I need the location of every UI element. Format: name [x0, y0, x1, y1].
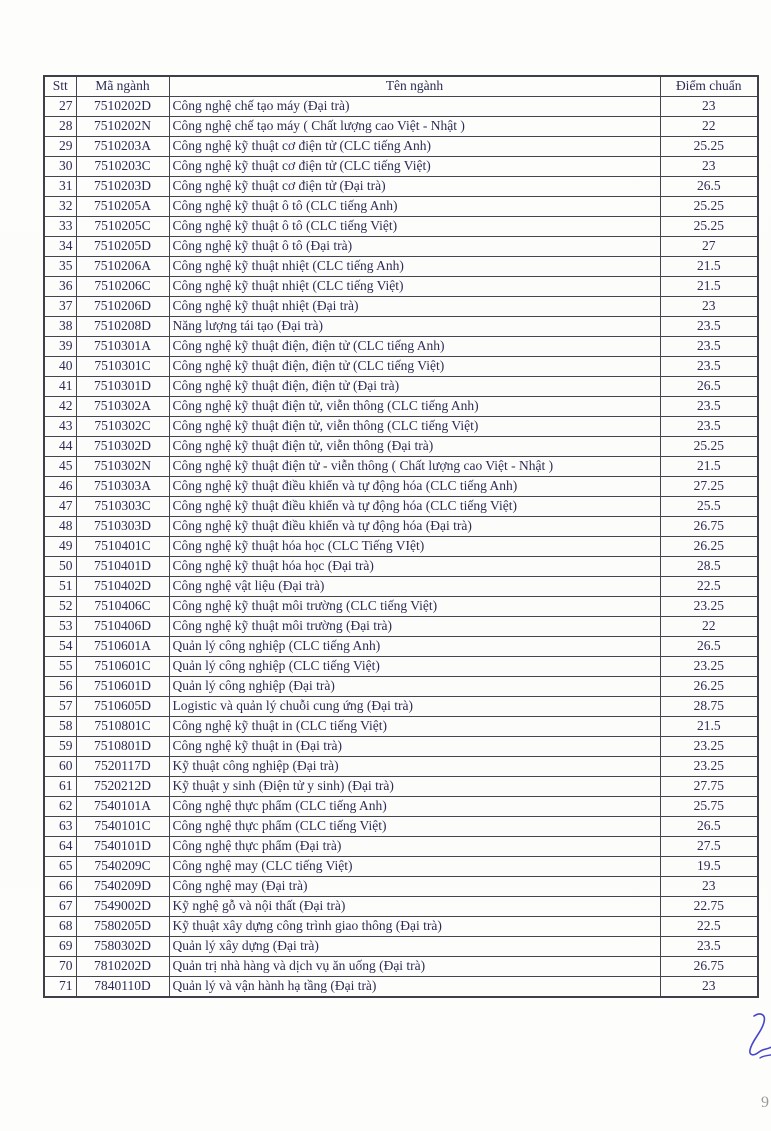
cell-name: Kỹ thuật công nghiệp (Đại trà) [169, 757, 660, 777]
cell-name: Công nghệ kỹ thuật cơ điện tử (Đại trà) [169, 177, 660, 197]
cell-code: 7540101C [76, 817, 169, 837]
cell-name: Quản lý công nghiệp (CLC tiếng Việt) [169, 657, 660, 677]
score-table-body [44, 97, 758, 998]
cell-score: 21.5 [660, 717, 758, 737]
table-row [44, 757, 758, 777]
cell-score: 27.25 [660, 477, 758, 497]
cell-code: 7540209D [76, 877, 169, 897]
table-row [44, 637, 758, 657]
cell-score: 23 [660, 977, 758, 998]
cell-name: Công nghệ kỹ thuật điện, điện tử (Đại trà) [169, 377, 660, 397]
cell-code: 7549002D [76, 897, 169, 917]
cell-code: 7510601D [76, 677, 169, 697]
cell-stt: 69 [44, 937, 76, 957]
cell-name: Năng lượng tái tạo (Đại trà) [169, 317, 660, 337]
cell-stt: 56 [44, 677, 76, 697]
cell-name: Công nghệ kỹ thuật điện tử - viễn thông ( Chất lượng cao Việt - Nhật ) [169, 457, 660, 477]
table-row [44, 337, 758, 357]
cell-name: Công nghệ kỹ thuật điều khiển và tự động hóa (Đại trà) [169, 517, 660, 537]
cell-score: 27.75 [660, 777, 758, 797]
cell-stt: 49 [44, 537, 76, 557]
cell-score: 22.75 [660, 897, 758, 917]
cell-code: 7510205C [76, 217, 169, 237]
cell-stt: 34 [44, 237, 76, 257]
cell-name: Công nghệ thực phẩm (CLC tiếng Anh) [169, 797, 660, 817]
table-row [44, 517, 758, 537]
cell-code: 7510801D [76, 737, 169, 757]
cell-name: Kỹ thuật xây dựng công trình giao thông (Đại trà) [169, 917, 660, 937]
cell-code: 7510301D [76, 377, 169, 397]
cell-score: 26.5 [660, 377, 758, 397]
cell-code: 7510205D [76, 237, 169, 257]
cell-stt: 33 [44, 217, 76, 237]
cell-name: Công nghệ kỹ thuật điện tử, viễn thông (CLC tiếng Anh) [169, 397, 660, 417]
cell-stt: 71 [44, 977, 76, 998]
table-row [44, 377, 758, 397]
cell-name: Công nghệ may (Đại trà) [169, 877, 660, 897]
cell-score: 28.5 [660, 557, 758, 577]
header-ma-nganh: Mã ngành [76, 76, 169, 97]
table-row [44, 197, 758, 217]
cell-name: Công nghệ kỹ thuật hóa học (CLC Tiếng VIệt) [169, 537, 660, 557]
cell-code: 7580205D [76, 917, 169, 937]
cell-name: Công nghệ kỹ thuật ô tô (Đại trà) [169, 237, 660, 257]
cell-name: Công nghệ kỹ thuật điện, điện tử (CLC tiếng Anh) [169, 337, 660, 357]
cell-name: Công nghệ kỹ thuật nhiệt (CLC tiếng Việt) [169, 277, 660, 297]
cell-code: 7510206A [76, 257, 169, 277]
cell-code: 7510203D [76, 177, 169, 197]
cell-score: 23 [660, 877, 758, 897]
cell-name: Công nghệ kỹ thuật nhiệt (CLC tiếng Anh) [169, 257, 660, 277]
header-diem-chuan: Điểm chuẩn [660, 76, 758, 97]
table-row [44, 357, 758, 377]
cell-stt: 31 [44, 177, 76, 197]
cell-score: 23 [660, 97, 758, 117]
cell-score: 25.25 [660, 217, 758, 237]
cell-code: 7580302D [76, 937, 169, 957]
cell-name: Công nghệ kỹ thuật môi trường (CLC tiếng Việt) [169, 597, 660, 617]
cell-code: 7510302C [76, 417, 169, 437]
cell-stt: 52 [44, 597, 76, 617]
table-row [44, 577, 758, 597]
cell-name: Công nghệ thực phẩm (CLC tiếng Việt) [169, 817, 660, 837]
cell-score: 23.25 [660, 737, 758, 757]
cell-code: 7510303A [76, 477, 169, 497]
cell-stt: 30 [44, 157, 76, 177]
cell-stt: 27 [44, 97, 76, 117]
header-ten-nganh: Tên ngành [169, 76, 660, 97]
cell-score: 22 [660, 117, 758, 137]
cell-stt: 29 [44, 137, 76, 157]
table-row [44, 157, 758, 177]
cell-code: 7520117D [76, 757, 169, 777]
cell-stt: 61 [44, 777, 76, 797]
cell-code: 7510301A [76, 337, 169, 357]
cell-code: 7840110D [76, 977, 169, 998]
cell-code: 7510601A [76, 637, 169, 657]
cell-score: 25.75 [660, 797, 758, 817]
table-row [44, 617, 758, 637]
cell-stt: 39 [44, 337, 76, 357]
table-row [44, 797, 758, 817]
cell-name: Công nghệ kỹ thuật ô tô (CLC tiếng Anh) [169, 197, 660, 217]
cell-code: 7510206C [76, 277, 169, 297]
cell-score: 23 [660, 157, 758, 177]
cell-name: Kỹ nghệ gỗ và nội thất (Đại trà) [169, 897, 660, 917]
cell-name: Công nghệ kỹ thuật in (Đại trà) [169, 737, 660, 757]
table-row [44, 137, 758, 157]
cell-score: 25.5 [660, 497, 758, 517]
cell-stt: 65 [44, 857, 76, 877]
table-row [44, 857, 758, 877]
cell-stt: 64 [44, 837, 76, 857]
table-row [44, 297, 758, 317]
cell-code: 7510203A [76, 137, 169, 157]
cell-code: 7510406D [76, 617, 169, 637]
cell-code: 7510406C [76, 597, 169, 617]
cell-score: 23.25 [660, 757, 758, 777]
cell-stt: 48 [44, 517, 76, 537]
cell-score: 26.5 [660, 637, 758, 657]
table-row [44, 277, 758, 297]
cell-stt: 42 [44, 397, 76, 417]
table-row [44, 537, 758, 557]
table-row [44, 557, 758, 577]
cell-score: 25.25 [660, 197, 758, 217]
cell-name: Logistic và quản lý chuỗi cung ứng (Đại trà) [169, 697, 660, 717]
cell-score: 26.5 [660, 177, 758, 197]
cell-name: Quản trị nhà hàng và dịch vụ ăn uống (Đại trà) [169, 957, 660, 977]
cell-stt: 67 [44, 897, 76, 917]
cell-name: Kỹ thuật y sinh (Điện tử y sinh) (Đại trà) [169, 777, 660, 797]
table-row [44, 417, 758, 437]
cell-code: 7510203C [76, 157, 169, 177]
cell-code: 7510301C [76, 357, 169, 377]
table-row [44, 597, 758, 617]
cell-name: Công nghệ kỹ thuật ô tô (CLC tiếng Việt) [169, 217, 660, 237]
cell-code: 7510302N [76, 457, 169, 477]
cell-name: Công nghệ kỹ thuật hóa học (Đại trà) [169, 557, 660, 577]
table-row [44, 657, 758, 677]
cell-stt: 32 [44, 197, 76, 217]
table-row [44, 817, 758, 837]
cell-code: 7540101D [76, 837, 169, 857]
cell-code: 7510601C [76, 657, 169, 677]
cell-score: 28.75 [660, 697, 758, 717]
cell-score: 19.5 [660, 857, 758, 877]
cell-code: 7510205A [76, 197, 169, 217]
cell-stt: 28 [44, 117, 76, 137]
cell-name: Công nghệ kỹ thuật điều khiển và tự động hóa (CLC tiếng Việt) [169, 497, 660, 517]
table-row [44, 697, 758, 717]
cell-name: Công nghệ kỹ thuật điện tử, viễn thông (Đại trà) [169, 437, 660, 457]
cell-score: 23.5 [660, 357, 758, 377]
cell-code: 7540209C [76, 857, 169, 877]
cell-score: 23.25 [660, 657, 758, 677]
cell-stt: 47 [44, 497, 76, 517]
cell-stt: 68 [44, 917, 76, 937]
cell-code: 7510801C [76, 717, 169, 737]
cell-code: 7510303C [76, 497, 169, 517]
table-row [44, 497, 758, 517]
cell-code: 7510202N [76, 117, 169, 137]
table-row [44, 117, 758, 137]
cell-score: 23.5 [660, 397, 758, 417]
table-row [44, 937, 758, 957]
signature-ink-icon [740, 1010, 771, 1072]
cell-score: 21.5 [660, 257, 758, 277]
cell-stt: 38 [44, 317, 76, 337]
table-row [44, 317, 758, 337]
header-stt: Stt [44, 76, 76, 97]
cell-score: 26.25 [660, 537, 758, 557]
cell-stt: 63 [44, 817, 76, 837]
cell-name: Công nghệ kỹ thuật môi trường (Đại trà) [169, 617, 660, 637]
cell-score: 22 [660, 617, 758, 637]
cell-code: 7510401C [76, 537, 169, 557]
cell-stt: 54 [44, 637, 76, 657]
page-number: 9 [761, 1094, 769, 1111]
cell-stt: 66 [44, 877, 76, 897]
cell-stt: 46 [44, 477, 76, 497]
table-row [44, 957, 758, 977]
table-row [44, 437, 758, 457]
table-row [44, 717, 758, 737]
table-row [44, 737, 758, 757]
cell-stt: 40 [44, 357, 76, 377]
table-row [44, 677, 758, 697]
cell-code: 7510302D [76, 437, 169, 457]
cell-name: Công nghệ kỹ thuật in (CLC tiếng Việt) [169, 717, 660, 737]
cell-name: Công nghệ may (CLC tiếng Việt) [169, 857, 660, 877]
cell-score: 26.75 [660, 957, 758, 977]
cell-score: 25.25 [660, 137, 758, 157]
table-row [44, 477, 758, 497]
cell-name: Công nghệ thực phẩm (Đại trà) [169, 837, 660, 857]
cell-stt: 41 [44, 377, 76, 397]
cell-score: 23.5 [660, 937, 758, 957]
cell-score: 26.75 [660, 517, 758, 537]
cell-stt: 43 [44, 417, 76, 437]
cell-stt: 35 [44, 257, 76, 277]
cell-code: 7510303D [76, 517, 169, 537]
cell-name: Quản lý công nghiệp (Đại trà) [169, 677, 660, 697]
cell-stt: 57 [44, 697, 76, 717]
cell-code: 7510401D [76, 557, 169, 577]
cell-name: Công nghệ kỹ thuật cơ điện tử (CLC tiếng Anh) [169, 137, 660, 157]
cell-stt: 37 [44, 297, 76, 317]
cell-stt: 44 [44, 437, 76, 457]
cell-code: 7510605D [76, 697, 169, 717]
table-header-row [44, 76, 758, 97]
cell-score: 23 [660, 297, 758, 317]
table-row [44, 217, 758, 237]
cell-stt: 58 [44, 717, 76, 737]
cell-score: 26.5 [660, 817, 758, 837]
cell-name: Công nghệ vật liệu (Đại trà) [169, 577, 660, 597]
cell-name: Công nghệ chế tạo máy ( Chất lượng cao Việt - Nhật ) [169, 117, 660, 137]
table-row [44, 877, 758, 897]
cell-stt: 53 [44, 617, 76, 637]
cell-name: Quản lý xây dựng (Đại trà) [169, 937, 660, 957]
cell-score: 27.5 [660, 837, 758, 857]
table-row [44, 457, 758, 477]
cell-stt: 62 [44, 797, 76, 817]
cell-score: 21.5 [660, 457, 758, 477]
cell-score: 21.5 [660, 277, 758, 297]
table-row [44, 917, 758, 937]
cell-score: 25.25 [660, 437, 758, 457]
cell-stt: 70 [44, 957, 76, 977]
table-row [44, 977, 758, 998]
cell-score: 27 [660, 237, 758, 257]
cell-stt: 51 [44, 577, 76, 597]
cell-name: Công nghệ kỹ thuật nhiệt (Đại trà) [169, 297, 660, 317]
table-row [44, 177, 758, 197]
cell-name: Công nghệ kỹ thuật điện tử, viễn thông (CLC tiếng Việt) [169, 417, 660, 437]
cell-code: 7510402D [76, 577, 169, 597]
cell-stt: 59 [44, 737, 76, 757]
cell-score: 23.25 [660, 597, 758, 617]
cell-name: Công nghệ kỹ thuật cơ điện tử (CLC tiếng Việt) [169, 157, 660, 177]
cell-code: 7510206D [76, 297, 169, 317]
cell-code: 7540101A [76, 797, 169, 817]
cell-name: Quản lý công nghiệp (CLC tiếng Anh) [169, 637, 660, 657]
table-row [44, 397, 758, 417]
cell-score: 22.5 [660, 577, 758, 597]
table-row [44, 237, 758, 257]
cell-code: 7510302A [76, 397, 169, 417]
cell-code: 7810202D [76, 957, 169, 977]
cell-score: 22.5 [660, 917, 758, 937]
cell-stt: 50 [44, 557, 76, 577]
cell-score: 23.5 [660, 337, 758, 357]
cell-score: 23.5 [660, 417, 758, 437]
table-row [44, 837, 758, 857]
table-row [44, 777, 758, 797]
cell-score: 26.25 [660, 677, 758, 697]
cell-code: 7510208D [76, 317, 169, 337]
admission-score-table [43, 75, 759, 998]
table-row [44, 897, 758, 917]
cell-stt: 45 [44, 457, 76, 477]
cell-name: Công nghệ kỹ thuật điều khiển và tự động hóa (CLC tiếng Anh) [169, 477, 660, 497]
cell-stt: 55 [44, 657, 76, 677]
cell-score: 23.5 [660, 317, 758, 337]
cell-name: Quản lý và vận hành hạ tầng (Đại trà) [169, 977, 660, 998]
table-row [44, 97, 758, 117]
cell-code: 7520212D [76, 777, 169, 797]
cell-stt: 60 [44, 757, 76, 777]
table-row [44, 257, 758, 277]
cell-name: Công nghệ chế tạo máy (Đại trà) [169, 97, 660, 117]
cell-code: 7510202D [76, 97, 169, 117]
cell-name: Công nghệ kỹ thuật điện, điện tử (CLC tiếng Việt) [169, 357, 660, 377]
cell-stt: 36 [44, 277, 76, 297]
